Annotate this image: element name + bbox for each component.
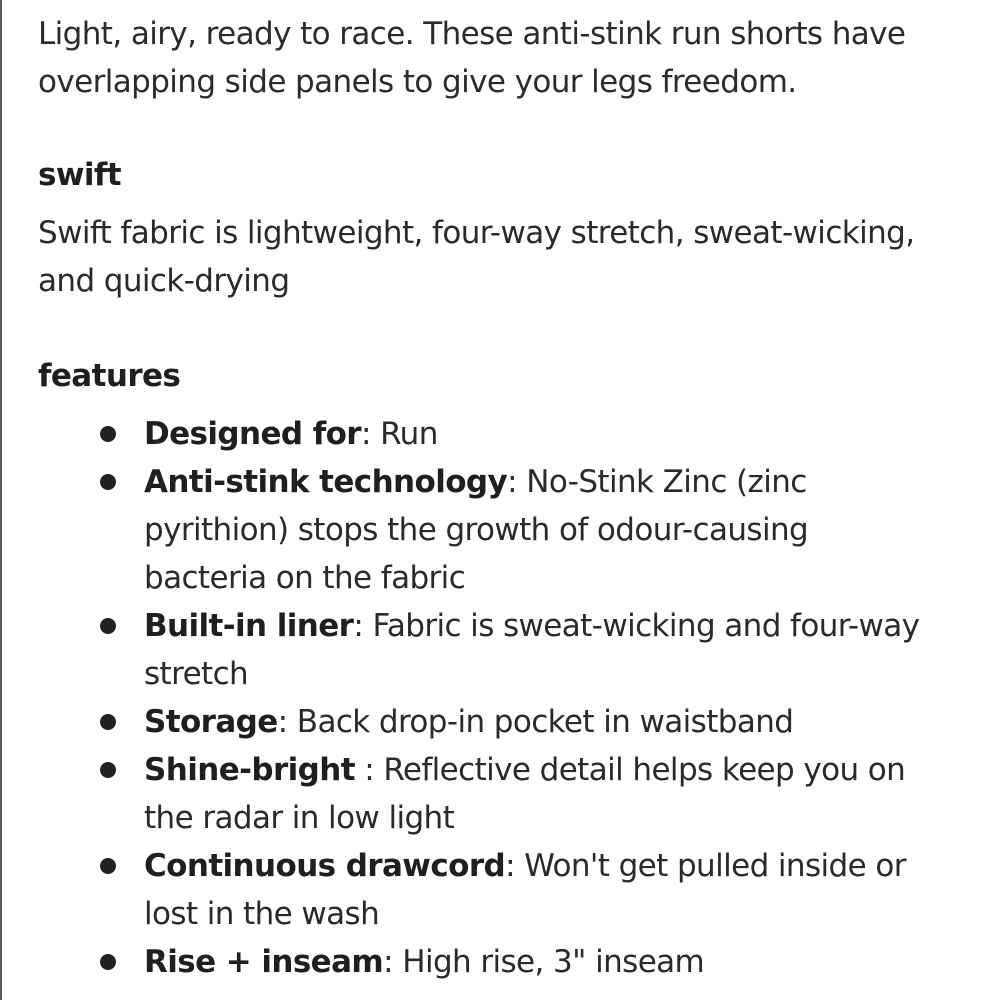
bullet-icon (100, 618, 116, 634)
bullet-icon (100, 954, 116, 970)
features-list (38, 410, 934, 986)
feature-name: Storage (144, 704, 278, 740)
feature-text: No-Stink Zinc (zinc pyrithion) stops the growth of odour-causing bacteria on the fabric (144, 464, 809, 596)
feature-text: Fabric is sweat-wicking and four-way stretch (144, 608, 920, 692)
bullet-icon (100, 474, 116, 490)
feature-separator: : (505, 848, 525, 884)
features-heading: features (38, 358, 181, 394)
feature-name: Shine-bright (144, 752, 355, 788)
feature-item-designed-for (144, 410, 934, 458)
intro-text: Light, airy, ready to race. These anti-stink run shorts have overlapping side panels to give your legs freedom. (38, 16, 906, 100)
feature-item-anti-stink (144, 458, 934, 602)
feature-text: Back drop-in pocket in waistband (296, 704, 794, 740)
bullet-icon (100, 762, 116, 778)
feature-name: Designed for (144, 416, 361, 452)
bullet-icon (100, 858, 116, 874)
swift-heading: swift (38, 157, 122, 193)
feature-item-storage (144, 698, 934, 746)
feature-item-built-in-liner (144, 602, 934, 698)
feature-text: Won't get pulled inside or lost in the wash (144, 848, 906, 932)
feature-text: Reflective detail helps keep you on the radar in low light (144, 752, 906, 836)
feature-name: Rise + inseam (144, 944, 384, 980)
product-description (38, 10, 968, 986)
feature-text: High rise, 3" inseam (402, 944, 705, 980)
feature-separator: : (354, 752, 384, 788)
feature-name: Anti-stink technology (144, 464, 508, 500)
feature-text: Run (380, 416, 438, 452)
left-border (0, 0, 2, 1000)
feature-name: Continuous drawcord (144, 848, 506, 884)
feature-separator: : (360, 416, 381, 452)
feature-item-rise-inseam (144, 938, 934, 986)
bullet-icon (100, 426, 116, 442)
bullet-icon (100, 714, 116, 730)
feature-separator: : (383, 944, 403, 980)
feature-name: Built-in liner (144, 608, 354, 644)
feature-separator: : (507, 464, 527, 500)
feature-item-continuous-drawcord (144, 842, 934, 938)
feature-item-shine-bright (144, 746, 934, 842)
swift-description: Swift fabric is lightweight, four-way stretch, sweat-wicking, and quick-drying (38, 215, 915, 299)
feature-separator: : (353, 608, 373, 644)
feature-separator: : (277, 704, 297, 740)
